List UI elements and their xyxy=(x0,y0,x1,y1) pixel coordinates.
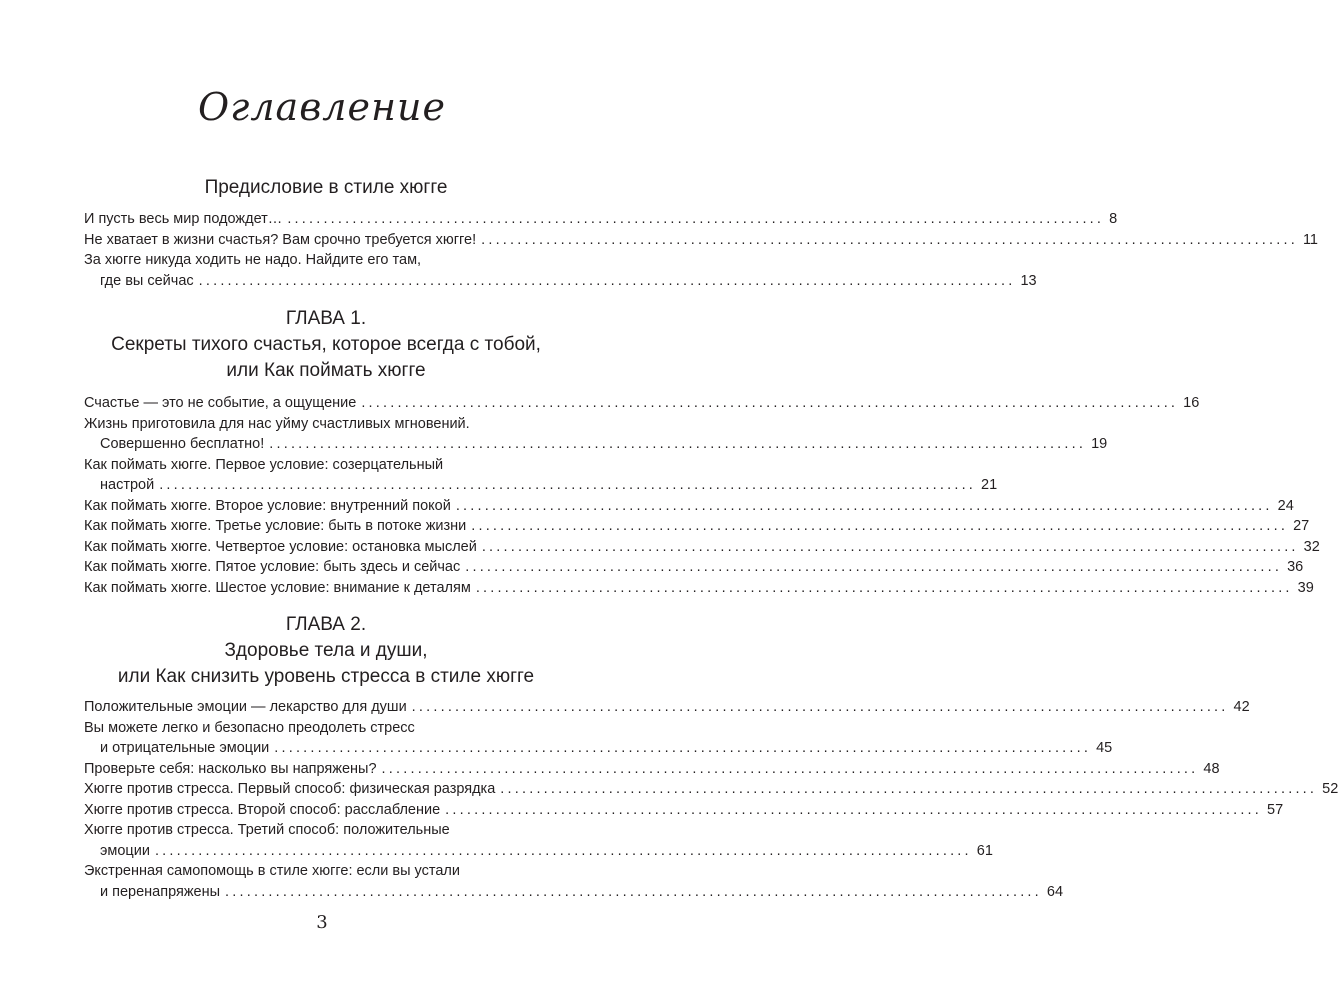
entry-page: 45 xyxy=(1096,740,1113,756)
entry-page: 21 xyxy=(981,477,998,493)
dot-leader: ................................................................................................................. xyxy=(225,883,1042,900)
entry-title: Как поймать хюгге. Второе условие: внутренний покой xyxy=(84,497,451,514)
preface-title: Предисловие в стиле хюгге xyxy=(204,177,448,198)
dot-leader: ................................................................................................................. xyxy=(381,760,1199,777)
entry-title-line1: Хюгге против стресса. Третий способ: положительные xyxy=(84,822,450,838)
entry-page: 42 xyxy=(1233,699,1250,715)
entry-title: Проверьте себя: насколько вы напряжены? xyxy=(84,760,377,777)
entry-page: 39 xyxy=(1297,579,1314,596)
entry-title: И пусть весь мир подождет… xyxy=(84,211,283,227)
entry-title: Как поймать хюгге. Шестое условие: внимание к деталям xyxy=(84,579,471,596)
dot-leader: ................................................................................................................. xyxy=(475,579,1293,596)
entry-page: 61 xyxy=(976,842,993,859)
entry-title: эмоции xyxy=(100,842,150,859)
entry-page: 36 xyxy=(1287,559,1304,575)
entry-title: Хюгге против стресса. Второй способ: расслабление xyxy=(84,801,441,818)
toc-entry[interactable] xyxy=(84,861,1064,902)
toc-entry[interactable] xyxy=(84,496,1294,517)
toc-entry[interactable] xyxy=(84,820,993,861)
chapter2-label: ГЛАВА 2. xyxy=(285,614,367,635)
entry-page: 13 xyxy=(1020,272,1037,289)
entry-title: Счастье — это не событие, а ощущение xyxy=(84,395,357,411)
chapter1-title-line1: Секреты тихого счастья, которое всегда с тобой, xyxy=(111,334,541,355)
entry-page: 57 xyxy=(1267,801,1284,818)
toc-entry[interactable] xyxy=(84,800,1284,821)
dot-leader: ................................................................................................................. xyxy=(269,436,1087,452)
dot-leader: ................................................................................................................. xyxy=(465,559,1283,575)
entry-title-line1: Экстренная самопомощь в стиле хюгге: если вы устали xyxy=(84,863,460,879)
entry-title: Совершенно бесплатно! xyxy=(100,436,265,452)
toc-entry[interactable] xyxy=(84,455,998,496)
toc-entry[interactable] xyxy=(84,250,1037,291)
toc-entry[interactable] xyxy=(84,414,1108,455)
entry-title-line1: Вы можете легко и безопасно преодолеть стресс xyxy=(84,719,415,736)
dot-leader: ................................................................................................................. xyxy=(411,699,1229,715)
dot-leader: ................................................................................................................. xyxy=(481,538,1299,555)
dot-leader: ................................................................................................................. xyxy=(471,518,1289,534)
toc-entry[interactable] xyxy=(84,557,1304,578)
toc-entry[interactable] xyxy=(84,537,1320,558)
entry-title: и отрицательные эмоции xyxy=(100,740,270,756)
toc-entry[interactable] xyxy=(84,697,1250,718)
entry-title: Положительные эмоции — лекарство для души xyxy=(84,699,407,715)
dot-leader: ................................................................................................................. xyxy=(198,272,1016,289)
toc-entry[interactable] xyxy=(84,779,1338,800)
chapter1-label: ГЛАВА 1. xyxy=(285,308,367,329)
entry-title-line1: Жизнь приготовила для нас уйму счастливых мгновений. xyxy=(84,415,470,432)
toc-entry[interactable] xyxy=(84,209,1118,230)
preface-heading xyxy=(60,175,592,201)
entry-title: где вы сейчас xyxy=(100,272,194,289)
dot-leader: ................................................................................................................. xyxy=(500,781,1318,797)
entry-title: Как поймать хюгге. Пятое условие: быть здесь и сейчас xyxy=(84,559,461,575)
dot-leader: ................................................................................................................. xyxy=(159,477,977,493)
toc-entry[interactable] xyxy=(84,516,1310,537)
entry-title: Как поймать хюгге. Четвертое условие: остановка мыслей xyxy=(84,538,477,555)
chapter1-title-line2: или Как поймать хюгге xyxy=(226,360,426,381)
entry-page: 27 xyxy=(1293,518,1310,534)
entry-page: 64 xyxy=(1046,883,1064,900)
dot-leader: ................................................................................................................. xyxy=(154,842,972,859)
preface-entries xyxy=(84,209,1318,291)
entry-title: Как поймать хюгге. Третье условие: быть в потоке жизни xyxy=(84,518,467,534)
entry-page: 48 xyxy=(1203,760,1220,777)
entry-page: 24 xyxy=(1277,497,1294,514)
entry-title: и перенапряжены xyxy=(100,883,221,900)
dot-leader: ................................................................................................................. xyxy=(274,740,1092,756)
entry-title-line1: За хюгге никуда ходить не надо. Найдите его там, xyxy=(84,252,422,268)
entry-title: настрой xyxy=(100,477,155,493)
chapter1-entries xyxy=(84,393,1320,598)
entry-page: 16 xyxy=(1183,395,1200,411)
dot-leader: ................................................................................................................. xyxy=(287,211,1105,227)
toc-title: Оглавление xyxy=(197,85,446,129)
chapter2-title-line2: или Как снизить уровень стресса в стиле хюгге xyxy=(117,666,535,687)
toc-entry[interactable] xyxy=(84,393,1200,414)
entry-title-line1: Как поймать хюгге. Первое условие: созерцательный xyxy=(84,456,444,473)
entry-page: 32 xyxy=(1303,538,1320,555)
toc-entry[interactable] xyxy=(84,230,1318,251)
entry-title: Хюгге против стресса. Первый способ: физическая разрядка xyxy=(84,781,496,797)
page-number: 3 xyxy=(316,912,328,933)
dot-leader: ................................................................................................................. xyxy=(361,395,1179,411)
toc-entry[interactable] xyxy=(84,759,1220,780)
chapter2-entries xyxy=(84,697,1338,902)
dot-leader: ................................................................................................................. xyxy=(481,231,1298,248)
chapter1-heading xyxy=(60,306,592,384)
chapter2-title-line1: Здоровье тела и души, xyxy=(224,640,428,661)
entry-page: 52 xyxy=(1322,781,1338,797)
entry-page: 8 xyxy=(1109,211,1118,227)
entry-page: 11 xyxy=(1302,231,1318,248)
chapter2-heading xyxy=(60,612,592,690)
entry-title: Не хватает в жизни счастья? Вам срочно требуется хюгге! xyxy=(84,231,477,248)
dot-leader: ................................................................................................................. xyxy=(455,497,1273,514)
toc-entry[interactable] xyxy=(84,578,1314,599)
dot-leader: ................................................................................................................. xyxy=(445,801,1262,818)
toc-entry[interactable] xyxy=(84,718,1113,759)
entry-page: 19 xyxy=(1091,436,1108,452)
